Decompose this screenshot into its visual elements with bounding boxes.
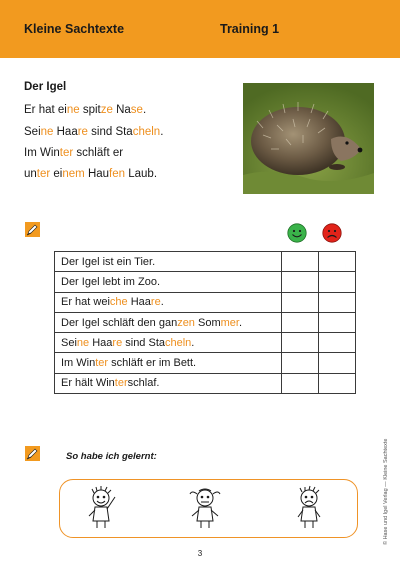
false-check-cell[interactable] xyxy=(319,373,356,393)
statement-cell xyxy=(55,292,282,312)
table-row xyxy=(55,353,356,373)
text-segment: Der Igel ist ein Tier. xyxy=(61,255,156,268)
text-segment: . xyxy=(238,316,243,329)
table-row xyxy=(55,272,356,292)
highlighted-syllable: ter xyxy=(95,357,109,370)
header-training-label: Training 1 xyxy=(220,22,280,36)
statement-cell xyxy=(55,272,282,292)
highlighted-syllable: ter xyxy=(36,168,51,180)
false-check-cell[interactable] xyxy=(319,312,356,332)
table-row xyxy=(55,292,356,312)
text-segment: Der Igel schläft den gan xyxy=(61,316,178,329)
text-segment: Er hat wei xyxy=(61,296,110,309)
text-segment: spit xyxy=(79,104,101,116)
text-segment: Sei xyxy=(61,336,77,349)
story-line xyxy=(24,147,123,159)
highlighted-syllable: nem xyxy=(62,168,85,180)
page-number: 3 xyxy=(197,549,203,558)
highlighted-syllable: re xyxy=(77,126,88,138)
table-row xyxy=(55,373,356,393)
highlighted-syllable: zen xyxy=(177,316,195,329)
highlighted-syllable: cheln xyxy=(165,336,192,349)
child-happy-figure[interactable] xyxy=(84,484,122,532)
highlighted-syllable: re xyxy=(150,296,161,309)
header-title: Kleine Sachtexte xyxy=(24,22,125,36)
text-segment: Haa xyxy=(53,126,78,138)
highlighted-syllable: cheln xyxy=(132,126,161,138)
table-row xyxy=(55,312,356,332)
text-segment: Der Igel lebt im Zoo. xyxy=(61,275,161,288)
pencil-icon xyxy=(25,222,40,237)
text-segment: schläft er xyxy=(73,147,124,159)
true-check-cell[interactable] xyxy=(282,272,319,292)
true-check-cell[interactable] xyxy=(282,312,319,332)
statement-cell xyxy=(55,373,282,393)
text-segment: Im Win xyxy=(24,147,60,159)
text-segment: ei xyxy=(50,168,63,180)
text-segment: . xyxy=(142,104,147,116)
table-row xyxy=(55,333,356,353)
story-line xyxy=(24,168,157,180)
table-row xyxy=(55,252,356,272)
highlighted-syllable: ne xyxy=(66,104,80,116)
false-check-cell[interactable] xyxy=(319,353,356,373)
highlighted-syllable: ze xyxy=(100,104,113,116)
text-segment: schlaf. xyxy=(127,377,160,390)
story-line xyxy=(24,126,163,138)
text-segment: . xyxy=(191,336,195,349)
true-check-cell[interactable] xyxy=(282,373,319,393)
text-segment: Im Win xyxy=(61,357,96,370)
text-segment: schläft er im Bett. xyxy=(108,357,197,370)
false-check-cell[interactable] xyxy=(319,252,356,272)
statement-cell xyxy=(55,312,282,332)
text-segment: Sei xyxy=(24,126,41,138)
pencil-icon xyxy=(25,446,40,461)
text-segment: Er hat ei xyxy=(24,104,67,116)
statement-cell xyxy=(55,333,282,353)
story-title: Der Igel xyxy=(24,81,67,93)
text-segment: Laub. xyxy=(125,168,158,180)
statement-cell xyxy=(55,353,282,373)
text-segment: Na xyxy=(112,104,131,116)
text-segment: . xyxy=(160,126,164,138)
text-segment: Som xyxy=(194,316,221,329)
story-line xyxy=(24,104,146,116)
text-segment: Haa xyxy=(127,296,151,309)
hedgehog-photo xyxy=(243,83,374,194)
true-false-table xyxy=(54,251,356,394)
happy-face-icon xyxy=(287,223,307,243)
highlighted-syllable: se xyxy=(130,104,143,116)
sad-face-icon xyxy=(322,223,342,243)
false-check-cell[interactable] xyxy=(319,272,356,292)
highlighted-syllable: ter xyxy=(114,377,128,390)
false-check-cell[interactable] xyxy=(319,333,356,353)
highlighted-syllable: fen xyxy=(109,168,126,180)
true-check-cell[interactable] xyxy=(282,353,319,373)
statement-cell xyxy=(55,252,282,272)
learned-label: So habe ich gelernt: xyxy=(66,451,157,462)
highlighted-syllable: re xyxy=(112,336,123,349)
true-check-cell[interactable] xyxy=(282,292,319,312)
text-segment: sind Sta xyxy=(122,336,165,349)
highlighted-syllable: ne xyxy=(76,336,90,349)
text-segment: Er hält Win xyxy=(61,377,115,390)
highlighted-syllable: che xyxy=(109,296,128,309)
header-bar xyxy=(0,0,400,58)
highlighted-syllable: ne xyxy=(40,126,54,138)
copyright-note: © Hase und Igel Verlag — Kleine Sachtexte xyxy=(383,438,389,545)
text-segment: Haa xyxy=(89,336,113,349)
highlighted-syllable: ter xyxy=(59,147,74,159)
text-segment: Hau xyxy=(84,168,110,180)
text-segment: sind Sta xyxy=(87,126,133,138)
true-check-cell[interactable] xyxy=(282,252,319,272)
text-segment: . xyxy=(160,296,164,309)
true-check-cell[interactable] xyxy=(282,333,319,353)
child-sad-figure[interactable] xyxy=(290,484,328,532)
text-segment: un xyxy=(24,168,37,180)
highlighted-syllable: mer xyxy=(220,316,239,329)
false-check-cell[interactable] xyxy=(319,292,356,312)
child-neutral-figure[interactable] xyxy=(186,484,224,532)
